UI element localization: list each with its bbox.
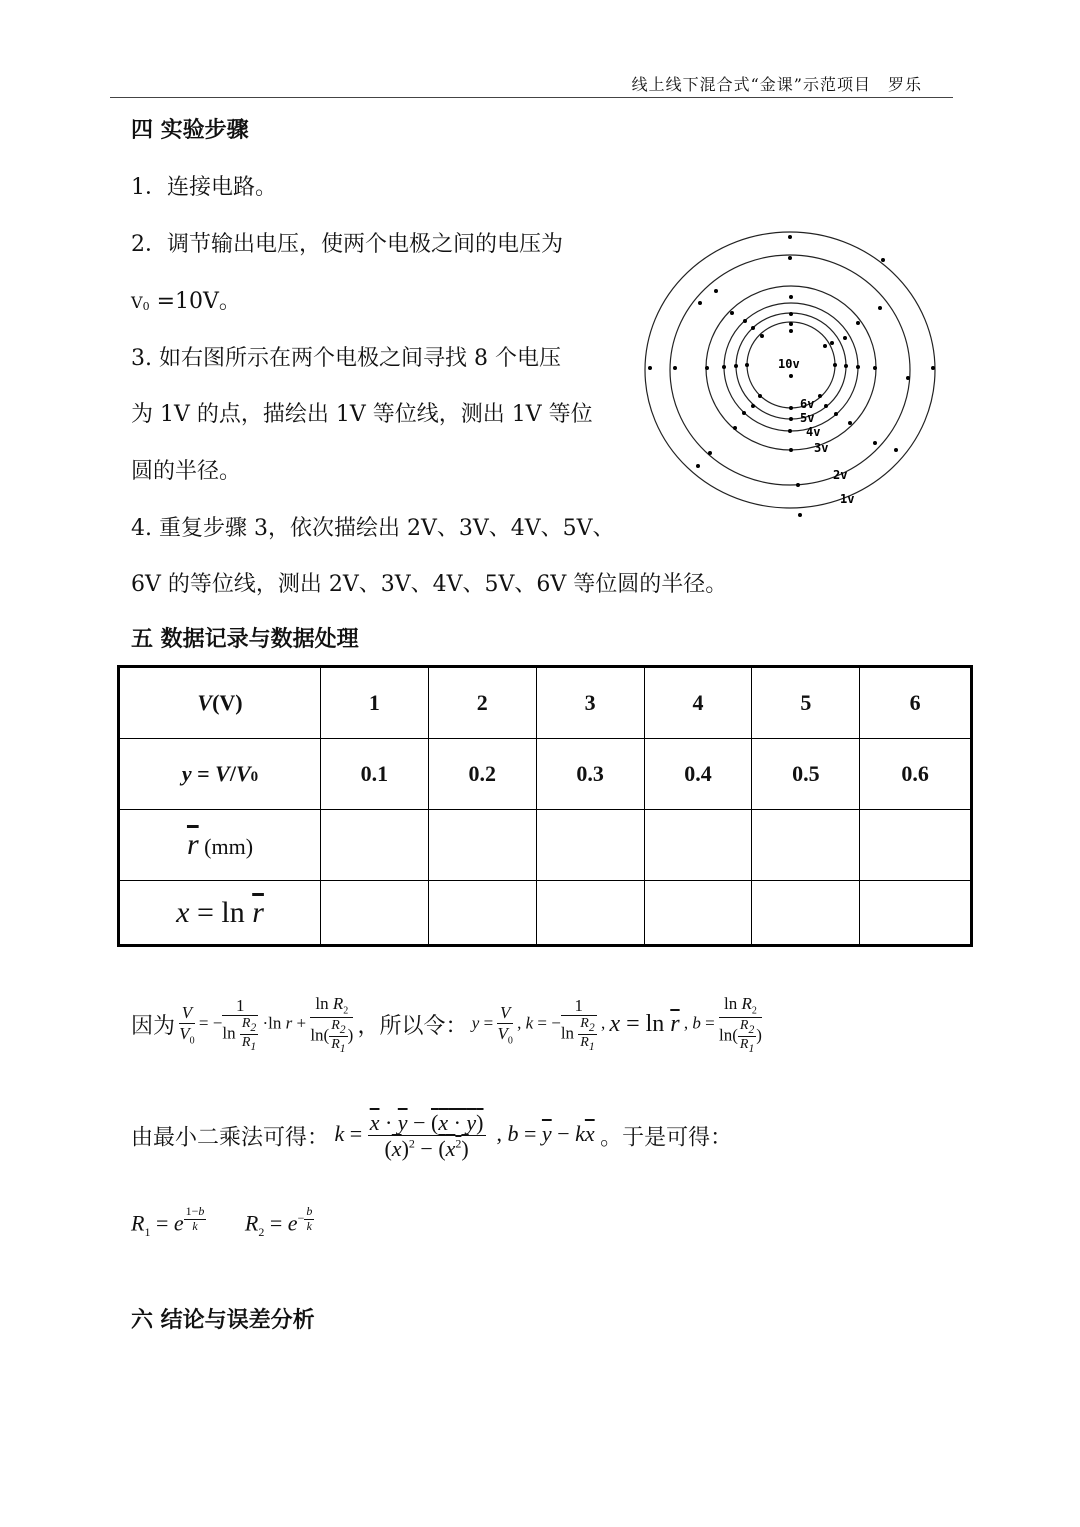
- label-1v: 1v: [840, 492, 855, 506]
- because-label: 因为: [131, 1013, 176, 1039]
- step-3-line1: 3. 如右图所示在两个电极之间寻找 8 个电压: [131, 346, 561, 371]
- label-10v: 10v: [778, 357, 800, 371]
- cell-V-head: V(V): [119, 667, 321, 739]
- then-label: 。于是可得：: [600, 1124, 733, 1150]
- table-cell: 0.3: [536, 739, 644, 810]
- table-cell: 0.1: [321, 739, 429, 810]
- table-cell: 0.6: [860, 739, 972, 810]
- table-cell: [536, 810, 644, 881]
- label-4v: 4v: [806, 425, 821, 439]
- section-6-title: 六 结论与误差分析: [131, 1308, 315, 1333]
- page-header: 线上线下混合式“金课”示范项目 罗乐: [631, 75, 922, 94]
- table-cell: 0.5: [752, 739, 860, 810]
- section-4-title: 四 实验步骤: [131, 118, 249, 143]
- table-cell: 6: [860, 667, 972, 739]
- label-6v: 6v: [800, 397, 815, 411]
- table-cell: [752, 881, 860, 946]
- table-cell: 0.4: [644, 739, 752, 810]
- least-squares-label: 由最小二乘法可得：: [131, 1124, 330, 1150]
- step-3-line3: 圆的半径。: [131, 459, 242, 484]
- step-1: 1．连接电路。: [131, 175, 277, 200]
- equipotential-figure: [640, 228, 950, 528]
- table-cell: [860, 810, 972, 881]
- table-cell: 0.2: [428, 739, 536, 810]
- table-cell: [428, 881, 536, 946]
- table-cell: [536, 881, 644, 946]
- table-cell: [644, 881, 752, 946]
- formula-line-2: 由最小二乘法可得： k = $\frac{\overline{x} \cdot \overline{y} - (x \cdot y)}{(\overline{x})^2 - (x^2)}$ , $b = \overline{y} - k\overline{x}$ 。于是可得：: [131, 1110, 733, 1162]
- table-cell: 5: [752, 667, 860, 739]
- step-4-line2: 6V 的等位线，测出 2V、3V、4V、5V、6V 等位圆的半径。: [131, 572, 728, 597]
- cell-x-head: $x = \ln \overline{r}$: [119, 881, 321, 946]
- step-2-line1: 2．调节输出电压，使两个电极之间的电压为: [131, 232, 563, 257]
- table-cell: [644, 810, 752, 881]
- table-cell: 4: [644, 667, 752, 739]
- data-table: [117, 665, 973, 947]
- so-let-label: ，所以令：: [357, 1013, 468, 1039]
- step-2-line2: V0 =10V。: [131, 289, 241, 314]
- table-cell: 1: [321, 667, 429, 739]
- step-2-value: =10V。: [156, 289, 241, 314]
- table-row: [119, 881, 972, 946]
- step-3-line2: 为 1V 的点，描绘出 1V 等位线，测出 1V 等位: [131, 402, 593, 427]
- cell-r-head: $\overline{r}$ (mm): [119, 810, 321, 881]
- formula-line-3: $R_1 = e$ $^{\frac{1-b}{k}}$ $R_2 = e^{- \frac{b}{k}}$: [131, 1204, 313, 1239]
- table-row: [119, 810, 972, 881]
- table-cell: [428, 810, 536, 881]
- table-cell: [752, 810, 860, 881]
- table-cell: [860, 881, 972, 946]
- label-3v: 3v: [814, 441, 829, 455]
- table-cell: [321, 810, 429, 881]
- table-row: [119, 667, 972, 739]
- cell-y-head: y = V/V0: [119, 739, 321, 810]
- label-2v: 2v: [833, 468, 848, 482]
- table-row: [119, 739, 972, 810]
- step-4-line1: 4. 重复步骤 3，依次描绘出 2V、3V、4V、5V、: [131, 516, 615, 541]
- table-cell: 3: [536, 667, 644, 739]
- formula-line-1: 因为 $\frac{V}{V_0}$ = − 1 ln $\frac{R_2}{R_1}$ ·ln r + $\ln R_2$ ln( $\frac{R_2}{R_1}$ ) ，所以令： y = $\frac{V}{V_0}$ , k = − 1 ln $\frac{R_2}{R_1}$ , $x = \ln \overline{r}$ , b = $\ln R_2$ ln( $\frac{R_2}{R_1}$ ): [131, 994, 762, 1055]
- label-5v: 5v: [800, 411, 815, 425]
- section-5-title: 五 数据记录与数据处理: [131, 627, 359, 652]
- table-cell: [321, 881, 429, 946]
- header-rule: [110, 97, 953, 98]
- table-cell: 2: [428, 667, 536, 739]
